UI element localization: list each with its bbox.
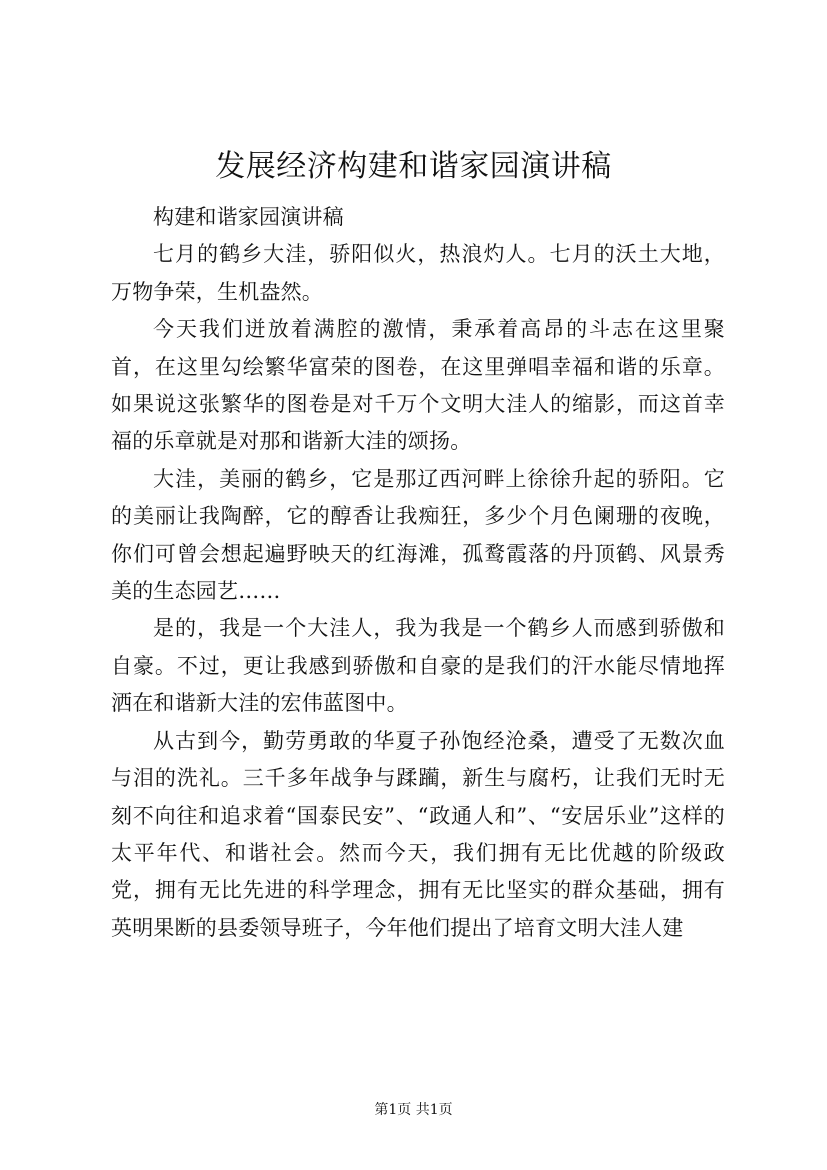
paragraph: 今天我们迸放着满腔的激情，秉承着高昂的斗志在这里聚首，在这里勾绘繁华富荣的图卷，在这里弹唱幸福和谐的乐章。如果说这张繁华的图卷是对千万个文明大洼人的缩影，而这首幸福的乐章就是对那和谐新大洼的颂扬。 [111,317,725,454]
document-body [111,199,725,947]
paragraph: 从古到今，勤劳勇敢的华夏子孙饱经沧桑，遭受了无数次血与泪的洗礼。三千多年战争与蹂躏，新生与腐朽，让我们无时无刻不向往和追求着“国泰民安”、“政通人和”、“安居乐业”这样的太平年代、和谐社会。然而今天，我们拥有无比优越的阶级政党，拥有无比先进的科学理念，拥有无比坚实的群众基础，拥有英明果断的县委领导班子，今年他们提出了培育文明大洼人建 [111,728,725,940]
page-footer: 第1页 共1页 [374,1102,453,1118]
paragraph-subtitle: 构建和谐家园演讲稿 [153,205,344,229]
document-title: 发展经济构建和谐家园演讲稿 [215,149,612,184]
paragraph: 七月的鹤乡大洼，骄阳似火，热浪灼人。七月的沃土大地，万物争荣，生机盎然。 [111,242,725,304]
paragraph: 大洼，美丽的鹤乡，它是那辽西河畔上徐徐升起的骄阳。它的美丽让我陶醉，它的醇香让我痴狂，多少个月色阑珊的夜晚，你们可曾会想起遍野映天的红海滩，孤鹜霞落的丹顶鹤、风景秀美的生态园艺…… [111,466,725,604]
paragraph: 是的，我是一个大洼人，我为我是一个鹤乡人而感到骄傲和自豪。不过，更让我感到骄傲和自豪的是我们的汗水能尽情地挥洒在和谐新大洼的宏伟蓝图中。 [111,616,725,716]
